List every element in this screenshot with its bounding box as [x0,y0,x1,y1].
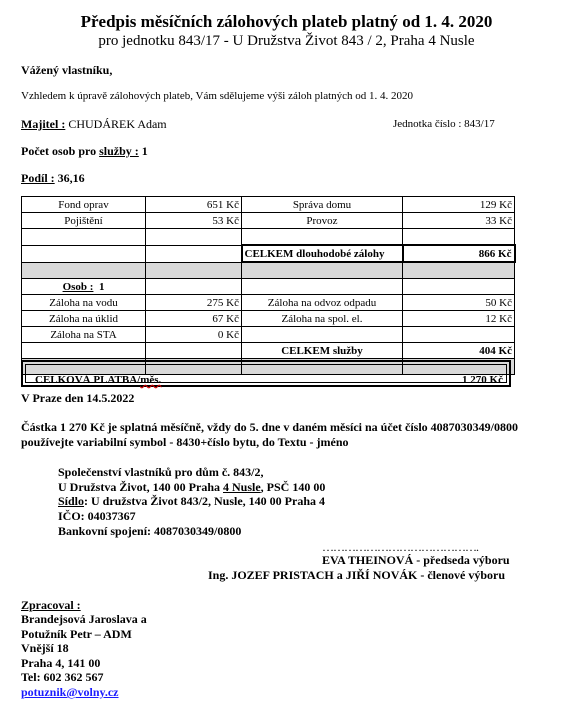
odpad-value: 50 Kč [403,295,515,311]
uklid-value: 67 Kč [146,311,242,327]
company-address-zip: , PSČ 140 00 [260,480,326,494]
osob-label: Osob : [62,280,94,293]
fond-oprav-value: 651 Kč [146,197,242,213]
payment-line-1: Částka 1 270 Kč je splatná měsíčně, vždy do 5. dne v daném měsíci na účet číslo 4087030349/0800 [21,420,518,434]
greeting: Vážený vlastníku, [21,63,113,77]
pojisteni-value: 53 Kč [146,213,242,229]
prepared-line-5: Tel: 602 362 567 [21,670,104,684]
sta-value: 0 Kč [146,327,242,343]
share-value: 36,16 [57,171,85,185]
prepared-line-3: Vnější 18 [21,641,69,655]
odpad-label: Záloha na odvoz odpadu [242,295,403,311]
osob-cell [22,279,146,295]
unit-number: Jednotka číslo : 843/17 [393,118,495,130]
sprava-domu-label: Správa domu [242,197,403,213]
voda-value: 275 Kč [146,295,242,311]
celkem-sluzby-label: CELKEM služby [242,343,403,359]
table-row [22,245,515,262]
prepared-email [21,685,119,700]
company-address [58,480,325,495]
table-row [22,262,515,279]
table-row [22,343,515,359]
signature-dots: ……………………………………. [322,540,478,554]
company-name: Společenství vlastníků pro dům č. 843/2, [58,465,264,479]
company-ico: IČO: 04037367 [58,509,136,523]
sta-label: Záloha na STA [22,327,146,343]
celkem-sluzby-value: 404 Kč [403,343,515,359]
company-address-street: U Družstva Život, 140 00 Praha [58,480,223,494]
email-link[interactable]: potuznik@volny.cz [21,685,119,699]
sprava-domu-value: 129 Kč [403,197,515,213]
provoz-value: 33 Kč [403,213,515,229]
payment-line-2: používejte variabilní symbol - 8430+číslo bytu, do Textu - jméno [21,435,349,449]
table-row [22,311,515,327]
total-payment-box [21,360,511,387]
celkem-dlouhodobe-label: CELKEM dlouhodobé zálohy [242,245,403,262]
prepared-label: Zpracoval : [21,598,81,612]
table-row [22,327,515,343]
signature-members: Ing. JOZEF PRISTACH a JIŘÍ NOVÁK - členové výboru [208,568,506,582]
owner-line [21,117,167,132]
table-row [22,279,515,295]
share-label: Podíl : [21,171,55,185]
fee-table [21,196,516,375]
total-payment-value: 1 270 Kč [462,374,503,386]
intro-text: Vzhledem k úpravě zálohových plateb, Vám sdělujeme výši záloh platných od 1. 4. 2020 [21,90,414,102]
fond-oprav-label: Fond oprav [22,197,146,213]
company-address-district: 4 Nusle [223,480,261,494]
table-row [22,295,515,311]
company-bank: Bankovní spojení: 4087030349/0800 [58,524,242,538]
celkem-dlouhodobe-value: 866 Kč [403,245,515,262]
total-label-main: CELKOVÁ PLATBA/ [35,374,141,386]
share-line [21,171,85,186]
prepared-line-4: Praha 4, 141 00 [21,656,101,670]
table-row [22,197,515,213]
date-line: V Praze den 14.5.2022 [21,391,135,405]
signature-chair: EVA THEINOVÁ - předseda výboru [322,553,510,567]
uklid-label: Záloha na úklid [22,311,146,327]
persons-label: Počet osob pro [21,144,97,158]
total-label-month: měs. [140,374,162,386]
total-payment-label [35,374,161,386]
prepared-line-1: Brandejsová Jaroslava a [21,612,147,626]
persons-line [21,144,148,159]
owner-label: Majitel : [21,117,66,131]
owner-name: CHUDÁREK Adam [68,117,167,131]
company-seat-label: Sídlo [58,494,85,508]
company-seat-value: : U družstva Život 843/2, Nusle, 140 00 Praha 4 [84,494,326,508]
prepared-line-2: Potužník Petr – ADM [21,627,132,641]
spol-el-value: 12 Kč [403,311,515,327]
document-title: Předpis měsíčních zálohových plateb platný od 1. 4. 2020 [80,12,493,31]
persons-label-services: služby : [99,144,139,158]
pojisteni-label: Pojištění [22,213,146,229]
document-subtitle: pro jednotku 843/17 - U Družstva Život 843 / 2, Praha 4 Nusle [98,33,475,49]
table-row [22,213,515,229]
provoz-label: Provoz [242,213,403,229]
spol-el-label: Záloha na spol. el. [242,311,403,327]
voda-label: Záloha na vodu [22,295,146,311]
table-row [22,229,515,246]
persons-value: 1 [141,144,148,158]
osob-value: 1 [98,280,105,293]
company-seat [58,494,325,509]
